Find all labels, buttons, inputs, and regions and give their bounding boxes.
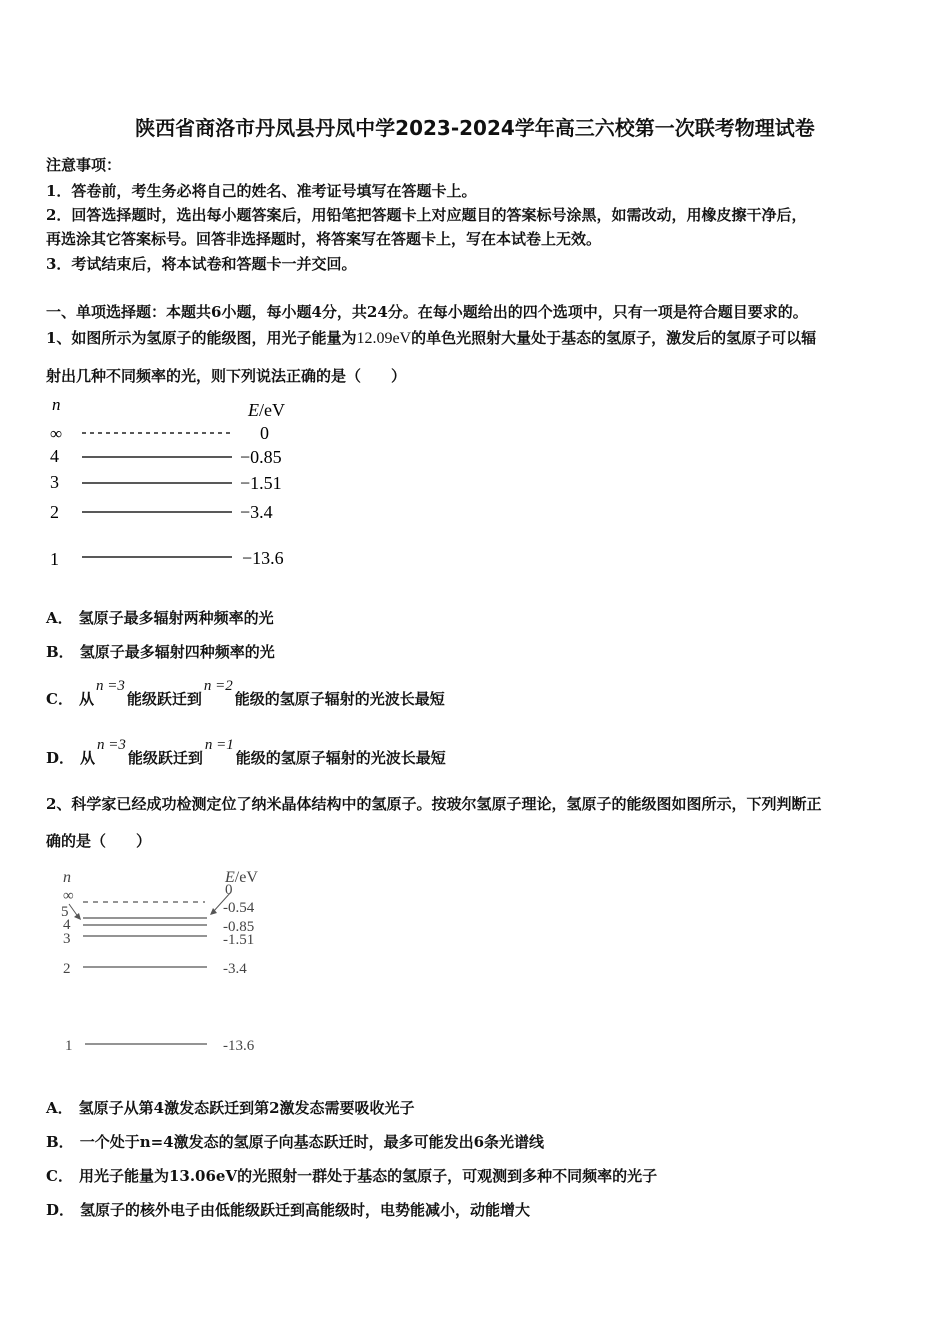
q1-level-e: −3.4 xyxy=(240,502,273,522)
q1-stem-line2: 射出几种不同频率的光，则下列说法正确的是（ ） xyxy=(46,367,407,385)
q1-level-n: 4 xyxy=(50,446,59,466)
option-text: 氢原子最多辐射两种频率的光 xyxy=(78,609,274,627)
q2-level-n: 4 xyxy=(63,917,71,933)
option-text: 用光子能量为13.06eV的光照射一群处于基态的氢原子，可观测到多种不同频率的光子 xyxy=(78,1167,658,1185)
q2-option-c[interactable] xyxy=(46,1165,657,1186)
q1-option-b[interactable] xyxy=(46,641,275,662)
q1-e-axis-label xyxy=(247,400,285,420)
option-label: D． xyxy=(46,1201,75,1219)
option-text: 一个处于n=4激发态的氢原子向基态跃迁时，最多可能发出6条光谱线 xyxy=(79,1133,545,1151)
option-formula: n =3 xyxy=(97,737,126,753)
section-heading: 一、单项选择题：本题共6小题，每小题4分，共24分。在每小题给出的四个选项中，只有一项是符合题目要求的。 xyxy=(46,303,808,321)
option-text: 从 xyxy=(78,690,94,708)
q2-level-e: -3.4 xyxy=(223,961,247,977)
q1-n-axis-label: n xyxy=(52,395,61,414)
q2-level-n: 2 xyxy=(63,961,71,977)
option-text: 从 xyxy=(80,749,96,767)
q2-level-n: 3 xyxy=(63,931,71,947)
q2-level-e: -1.51 xyxy=(223,932,255,948)
q2-option-b[interactable] xyxy=(46,1131,544,1152)
q1-level-n: 2 xyxy=(50,502,59,522)
option-label: D． xyxy=(46,749,75,767)
q1-e-symbol: E xyxy=(248,400,259,420)
option-text: 能级的氢原子辐射的光波长最短 xyxy=(234,690,445,708)
option-text: 能级的氢原子辐射的光波长最短 xyxy=(235,749,446,767)
q1-stem-line1 xyxy=(46,327,816,348)
q1-option-a[interactable] xyxy=(46,607,274,628)
q1-energy: 12.09eV xyxy=(356,330,412,347)
q2-level-e: -13.6 xyxy=(223,1038,255,1054)
q2-stem-line2: 确的是（ ） xyxy=(46,832,152,850)
q2-level-n: 5 xyxy=(61,904,69,920)
q1-option-d[interactable] xyxy=(46,737,446,768)
option-label: A． xyxy=(46,609,73,627)
q2-n-axis-label: n xyxy=(63,869,71,886)
option-label: B． xyxy=(46,643,74,661)
q2-energy-level-diagram xyxy=(55,862,285,1062)
q2-option-a[interactable] xyxy=(46,1097,415,1118)
q1-energy-level-diagram xyxy=(40,392,320,577)
q1-e-unit: /eV xyxy=(259,400,285,420)
q2-option-d[interactable] xyxy=(46,1199,530,1220)
option-formula: n =3 xyxy=(95,678,125,694)
option-formula: n =1 xyxy=(204,737,234,753)
notice-item: 3．考试结束后，将本试卷和答题卡一并交回。 xyxy=(46,255,357,273)
q2-e-unit: /eV xyxy=(234,869,258,886)
option-label: C． xyxy=(46,690,73,708)
q2-stem-line1: 2、科学家已经成功检测定位了纳米晶体结构中的氢原子。按玻尔氢原子理论，氢原子的能级图如图所示，下列判断正 xyxy=(46,795,822,813)
notice-item: 再选涂其它答案标号。回答非选择题时，将答案写在答题卡上，写在本试卷上无效。 xyxy=(46,230,602,248)
option-label: B． xyxy=(46,1133,74,1151)
option-label: A． xyxy=(46,1099,73,1117)
option-label: C． xyxy=(46,1167,73,1185)
option-text: 能级跃迁到 xyxy=(127,749,203,767)
option-formula: n =2 xyxy=(203,678,233,694)
q1-level-e: −13.6 xyxy=(242,548,284,568)
q1-level-e: −0.85 xyxy=(240,447,282,467)
q2-level-n: 1 xyxy=(65,1038,73,1054)
q1-level-n: ∞ xyxy=(50,424,63,443)
q1-stem-pre: 1、如图所示为氢原子的能级图，用光子能量为 xyxy=(46,329,357,347)
q1-level-e: 0 xyxy=(260,423,269,443)
q1-stem-post: 的单色光照射大量处于基态的氢原子，激发后的氢原子可以辐 xyxy=(411,329,817,347)
q1-level-n: 3 xyxy=(50,472,59,492)
notice-item: 2．回答选择题时，选出每小题答案后，用铅笔把答题卡上对应题目的答案标号涂黑，如需改动，用橡皮擦干净后， xyxy=(46,206,807,224)
q2-level-e: 0 xyxy=(225,882,233,898)
notice-item: 1．答卷前，考生务必将自己的姓名、准考证号填写在答题卡上。 xyxy=(46,182,477,200)
q1-level-e: −1.51 xyxy=(240,473,282,493)
q2-pointer-arrowhead xyxy=(74,913,81,920)
option-text: 能级跃迁到 xyxy=(126,690,202,708)
q2-e-symbol: E xyxy=(225,869,235,886)
option-text: 氢原子最多辐射四种频率的光 xyxy=(79,643,275,661)
option-text: 氢原子从第4激发态跃迁到第2激发态需要吸收光子 xyxy=(78,1099,415,1117)
q1-option-c[interactable] xyxy=(46,678,445,709)
q2-level-n: ∞ xyxy=(63,888,74,904)
page-title: 陕西省商洛市丹凤县丹凤中学2023-2024学年高三六校第一次联考物理试卷 xyxy=(135,116,815,140)
q1-level-n: 1 xyxy=(50,549,59,569)
q2-level-e: -0.85 xyxy=(223,919,255,935)
q2-level-e: -0.54 xyxy=(223,900,255,916)
notice-heading: 注意事项： xyxy=(46,156,122,174)
option-text: 氢原子的核外电子由低能级跃迁到高能级时，电势能减小，动能增大 xyxy=(80,1201,531,1219)
